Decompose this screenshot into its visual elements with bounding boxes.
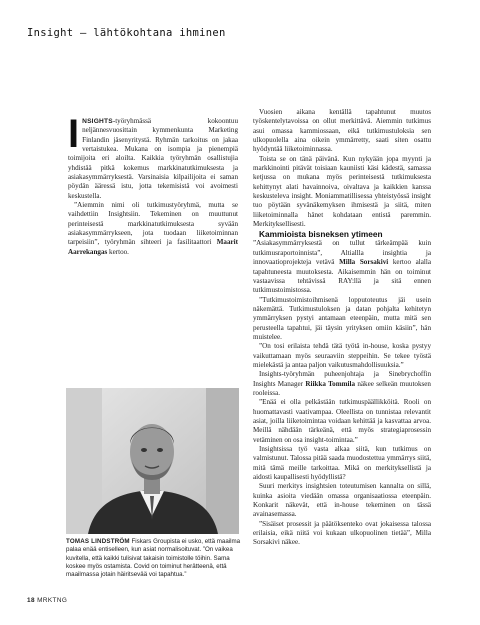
person-name: Milla Sorsakivi xyxy=(339,258,389,267)
paragraph: Vuosien aikana kentällä tapahtunut muutos työskentelytavoissa on ollut merkittävä. Aiemmin tutkimus asui omassa kammiossaan, eikä tutkimustuloksia sen ulkopuolella aina oikein ymmärretty, saati siten osattu hyödyntää liiketoiminnassa. xyxy=(253,108,431,154)
paragraph: ”On tosi erilaista tehdä tätä työtä in-house, koska pystyy vaikuttamaan myös seuraaviin steppeihin. Se tekee työstä mielekästä ja antaa paljon vaikutusmahdollisuuksia.” xyxy=(253,342,431,369)
paragraph: Toista se on tänä päivänä. Kun nykyään jopa myynti ja markkinointi pitävät toisiaan kauniisti käsi kädestä, samassa ketjussa on mukana myös perinteisestä tutkimuksesta kehittynyt alati havainnoiva, oivaltava ja kaikkien kanssa keskusteleva insight. Moniammatillisessa yhteistyössä insight tuo pöytään syvänäkemyksen ihmisestä ja siitä, miten liiketoiminnalla hänet kohdataan entistä paremmin. Merkityksellisesti. xyxy=(253,154,431,229)
page-footer xyxy=(27,597,67,604)
section-header: Insight – lähtökohtana ihminen xyxy=(27,27,226,39)
paragraph: Suuri merkitys insightsien toteutumisen kannalta on sillä, kuinka asioita viedään omassa organisaatiossa eteenpäin. Konkarit näkevät, että in-house tekeminen on tässä avainasemassa. xyxy=(253,482,431,519)
subheading: Kammioista bisneksen ytimeen xyxy=(259,229,383,240)
page-number: 18 xyxy=(27,597,35,604)
right-column xyxy=(253,108,431,548)
left-column xyxy=(68,112,238,257)
lead-caps: NSIGHTS xyxy=(82,118,113,125)
paragraph: ”Sisäiset prosessit ja päätöksenteko ovat jokaisessa talossa erilaisia, eikä niitä voi kukaan ulkopuolinen tietää”, Milla Sorsakivi näkee. xyxy=(253,519,431,547)
paragraph: Insights-työryhmän puheenjohtaja ja Sinebrychoffin Insights Manager Riikka Tommila näkee selkeän muutoksen rooleissa. xyxy=(253,370,431,397)
person-name: Maarit Aarrekangas xyxy=(68,238,238,256)
paragraph: ”Asiakasymmärryksestä on tullut tärkeämpää kuin tutkimusraportoinnista”, Altiallla insightia ja innovaatioprojekteja vetävä Milla Sorsakivi kertoo alalla tapahtuneesta muutoksesta. Aikaisemmin hän on toiminut vastaavissa tehtävissä RAY:llä ja sitä ennen tutkimustoimistossa. xyxy=(253,239,431,295)
magazine-name: MRKTNG xyxy=(37,597,68,604)
caption-text: Fiskars Groupista ei usko, että maailma palaa enää entiselleen, kun asiat normalisoituvat. ”On vaikea kuvitella, että kaikki tulisivat takaisin toimistolle töihin. Sama koskee myös ostamista. Covid on toiminut herätteenä, että maailmassa jotain häiritsevää voi tapahtua.” xyxy=(66,538,241,579)
paragraph: ”Tutkimustoimistoihmisenä lopputoteutus jäi usein näkemättä. Tutkimustuloksen ja datan pohjalta kehitetyn ymmärryksen pystyi antamaan eteenpäin, mutta mitä sen perusteella tapahtui, jäi täysin yrityksen omiin käsiin”, hän muistelee. xyxy=(253,295,431,341)
person-name: Riikka Tommila xyxy=(305,379,356,388)
portrait-photo xyxy=(66,388,239,534)
intro-text: -työryhmässä kokoontuu neljännesvuosittain kymmenkunta Marketing Finlandin jäsenyritystä. Ryhmän tarkoitus on jakaa vertaistukea. Mukana on isompia ja pienempiä toimijoita eri aloilta. Kaikkia työryhmän osallistujia yhdistää pitkä kokemus markkinatutkimuksesta ja asiakasymmärryksestä. Varsinaisia kilpailijoita ei saman pöydän ääressä istu, jotta tekemisistä voi avoimesti keskustella. xyxy=(68,117,238,200)
paragraph: ”Aiemmin nimi oli tutkimustyöryhmä, mutta se vaihdettiin Insightsiin. Tekeminen on muuttunut perinteisestä markkinatutkimuksesta syvään asiakasymmärrykseen, jota tuodaan liiketoiminnan tarpeisiin”, työryhmän sihteeri ja fasilitaattori Maarit Aarrekangas kertoo. xyxy=(68,201,238,256)
paragraph: ”Enää ei olla pelkästään tutkimuspäällikköitä. Rooli on huomattavasti vaativampaa. Oleellista on tunnistaa relevantit asiat, joilla liiketoimintaa voidaan kehittää ja kasvattaa arvoa. Meillä nähdään tärkeänä, että myös strategiaprosessin vetäminen on osa insight-toimintaa.” xyxy=(253,398,431,444)
caption-name: TOMAS LINDSTRÖM xyxy=(66,538,130,545)
portrait-illustration xyxy=(66,388,239,534)
intro-paragraph xyxy=(68,112,238,201)
dropcap: I xyxy=(68,112,80,156)
paragraph: Insightsissa työ vasta alkaa siitä, kun tutkimus on valmistunut. Talossa pitää saada muodostettua ymmärrys siitä, mitä tämä meille tarkoittaa. Mikä on merkityksellistä ja aidosti kaupallisesti hyödyllistä? xyxy=(253,445,431,482)
photo-caption xyxy=(66,538,241,579)
